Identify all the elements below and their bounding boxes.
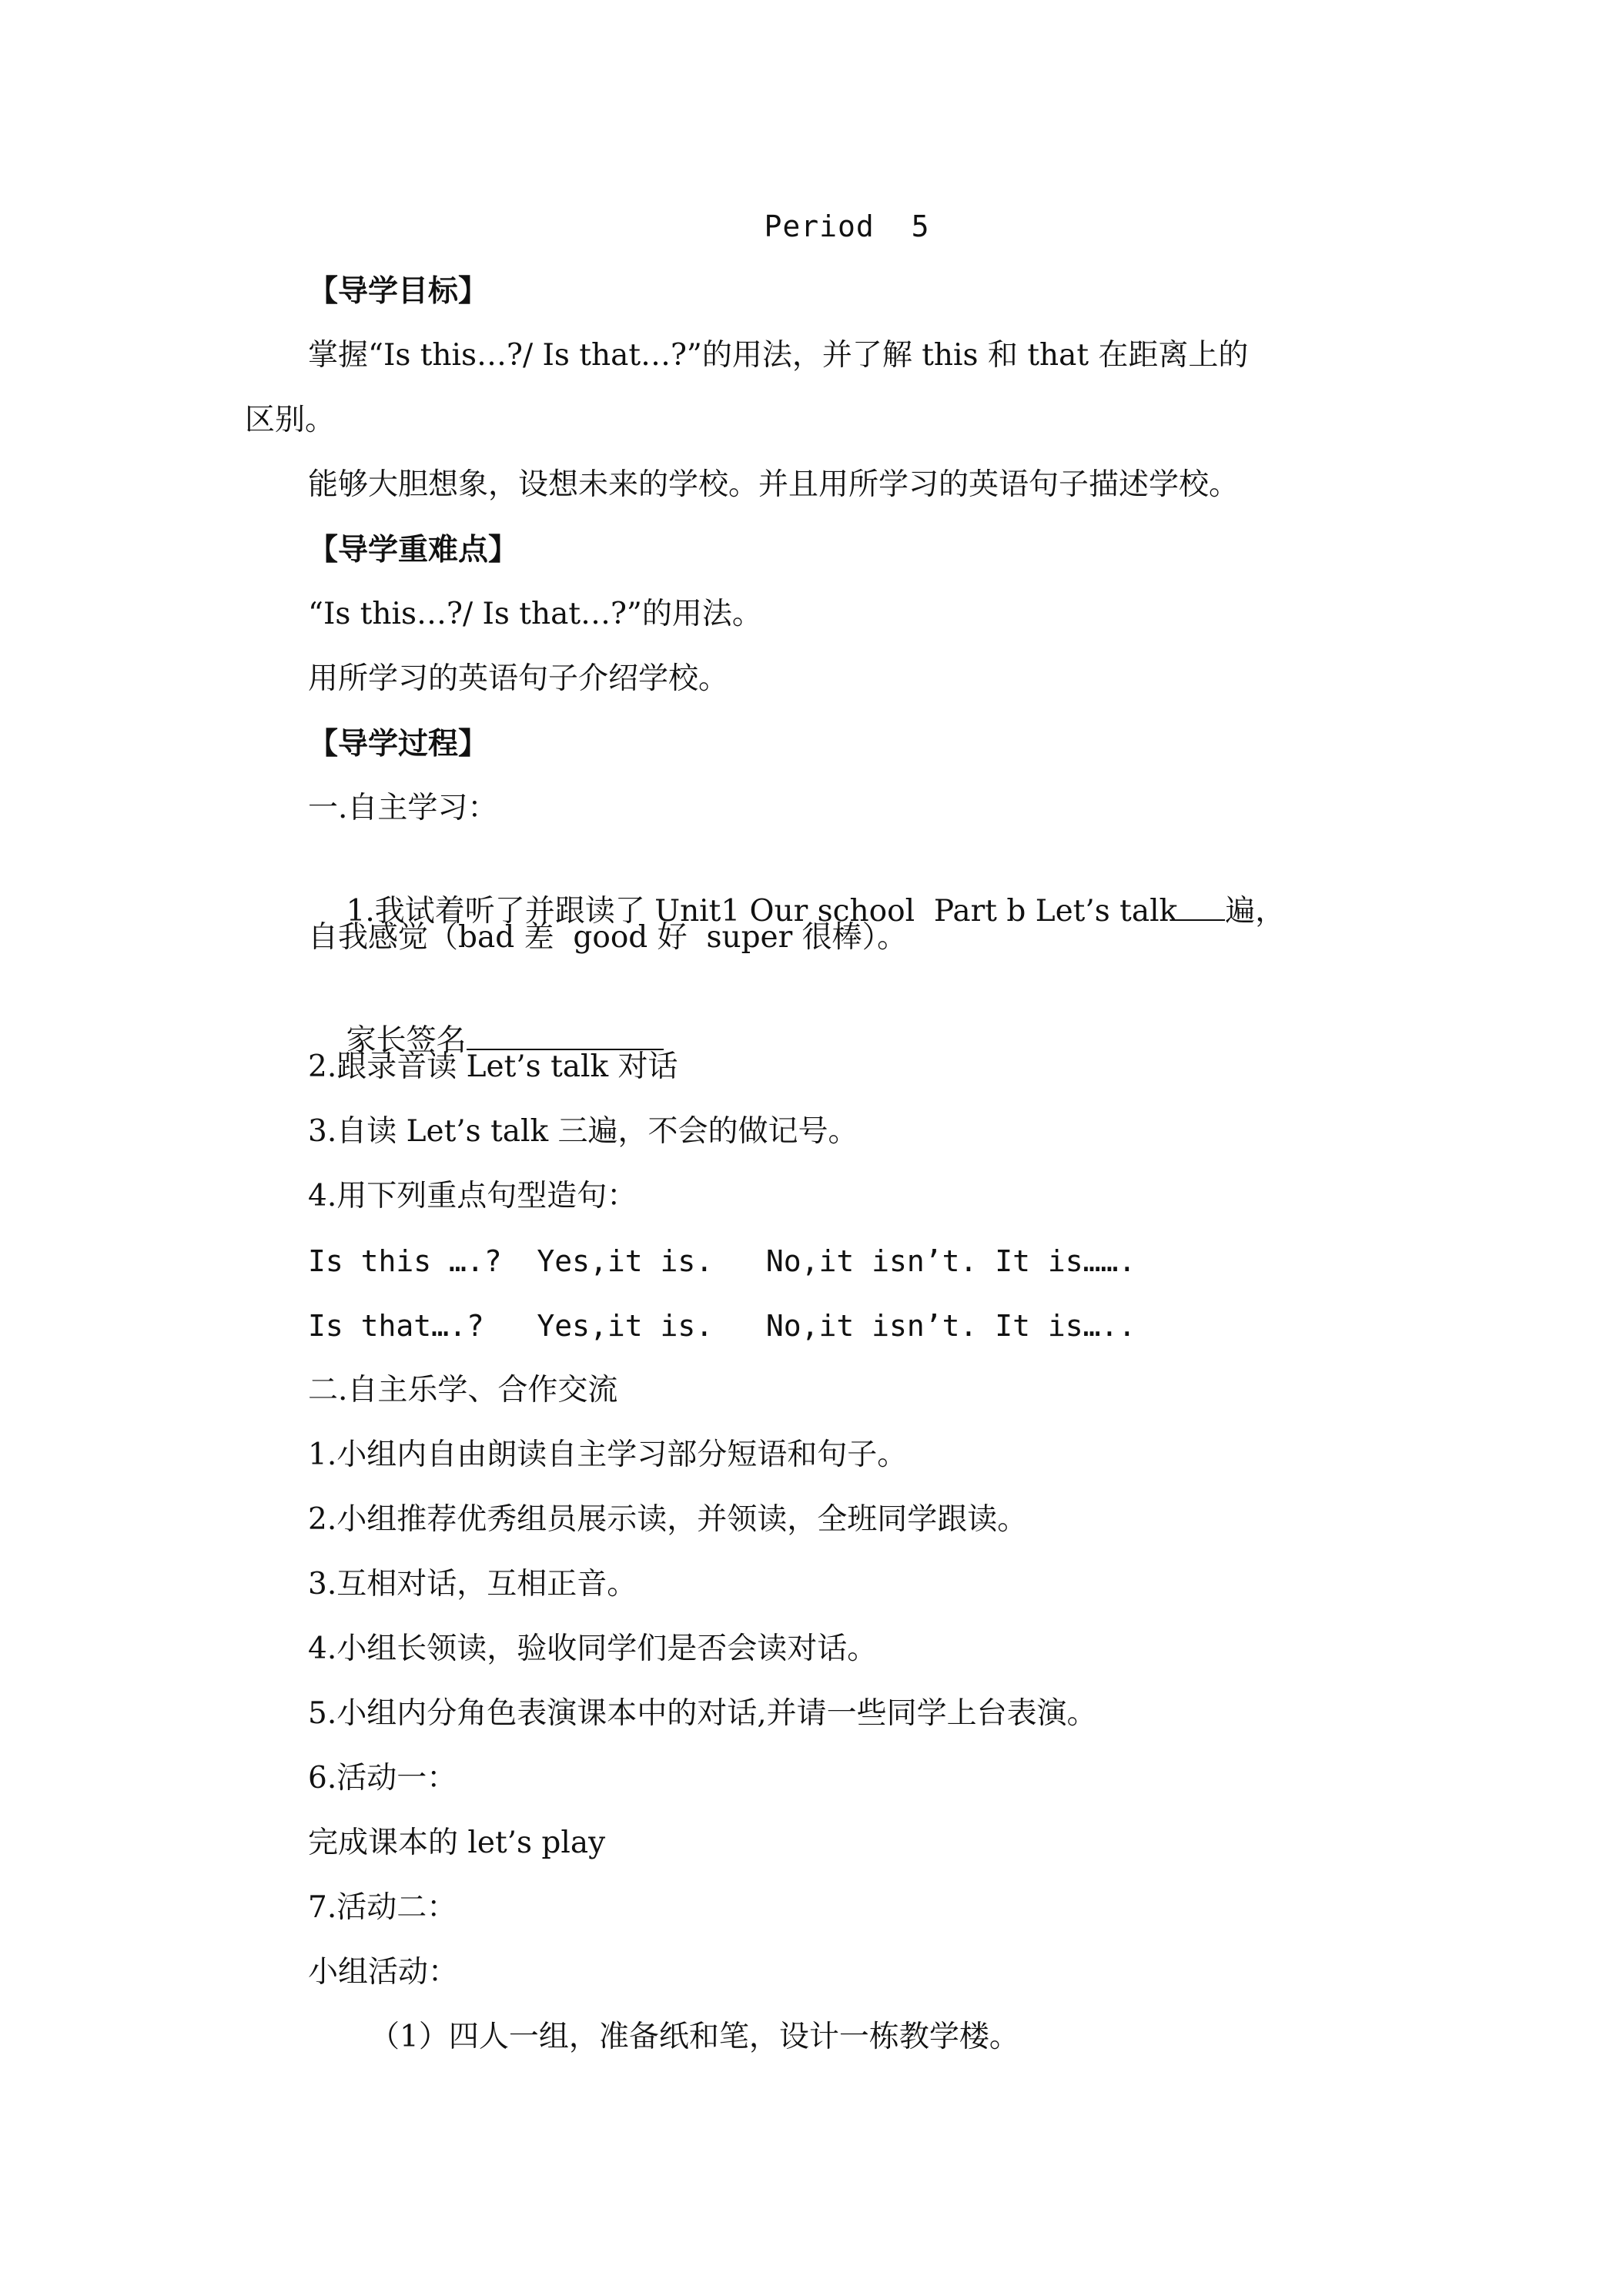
self-assessment: 自我感觉（bad 差 good 好 super 很棒）。	[308, 920, 908, 955]
key-point-1: “Is this…?/ Is that…?”的用法。	[308, 597, 762, 631]
self-study-item-3: 3.自读 Let’s talk 三遍，不会的做记号。	[308, 1114, 858, 1149]
times-blank[interactable]	[1177, 892, 1225, 921]
coop-item-2: 2.小组推荐优秀组员展示读，并领读，全班同学跟读。	[308, 1502, 1028, 1537]
coop-item-5: 5.小组内分角色表演课本中的对话,并请一些同学上台表演。	[308, 1696, 1097, 1731]
coop-item-1: 1.小组内自由朗读自主学习部分短语和句子。	[308, 1438, 908, 1472]
parent-signature-blank[interactable]	[467, 1021, 664, 1050]
process-heading: 【导学过程】	[308, 726, 489, 761]
coop-item-4: 4.小组长领读，验收同学们是否会读对话。	[308, 1632, 878, 1666]
activity-2-heading: 7.活动二：	[308, 1890, 457, 1925]
key-points-heading: 【导学重难点】	[308, 532, 519, 567]
key-point-2: 用所学习的英语句子介绍学校。	[308, 661, 729, 696]
group-activity-step-1: （1）四人一组，准备纸和笔，设计一栋教学楼。	[370, 2020, 1019, 2054]
page-title: Period 5	[764, 209, 930, 243]
self-study-item-1-suffix: 遍，	[1225, 894, 1286, 929]
sentence-pattern-1: Is this ….? Yes,it is. No,it isn’t. It is…….	[308, 1244, 1136, 1278]
goal-1-line-1: 掌握“Is this…?/ Is that…?”的用法，并了解 this 和 that 在距离上的	[308, 338, 1249, 373]
activity-1-heading: 6.活动一：	[308, 1761, 457, 1796]
sentence-pattern-2: Is that….? Yes,it is. No,it isn’t. It is…..	[308, 1309, 1136, 1343]
coop-item-3: 3.互相对话，互相正音。	[308, 1567, 637, 1602]
self-study-item-2: 2.跟录音读 Let’s talk 对话	[308, 1049, 678, 1084]
group-activity-label: 小组活动：	[308, 1955, 459, 1990]
self-study-item-1-text: 1.我试着听了并跟读了 Unit1 Our school Part b Let’s talk	[346, 894, 1178, 929]
parent-signature-label: 家长签名	[346, 1023, 467, 1058]
self-study-item-4: 4.用下列重点句型造句：	[308, 1179, 637, 1213]
goal-1-line-2: 区别。	[245, 403, 336, 437]
part-2-heading: 二.自主乐学、合作交流	[308, 1373, 618, 1407]
goal-2: 能够大胆想象，设想未来的学校。并且用所学习的英语句子描述学校。	[308, 467, 1240, 502]
part-1-heading: 一.自主学习：	[308, 791, 498, 825]
activity-1-text: 完成课本的 let’s play	[308, 1826, 606, 1860]
goals-heading: 【导学目标】	[308, 273, 489, 309]
